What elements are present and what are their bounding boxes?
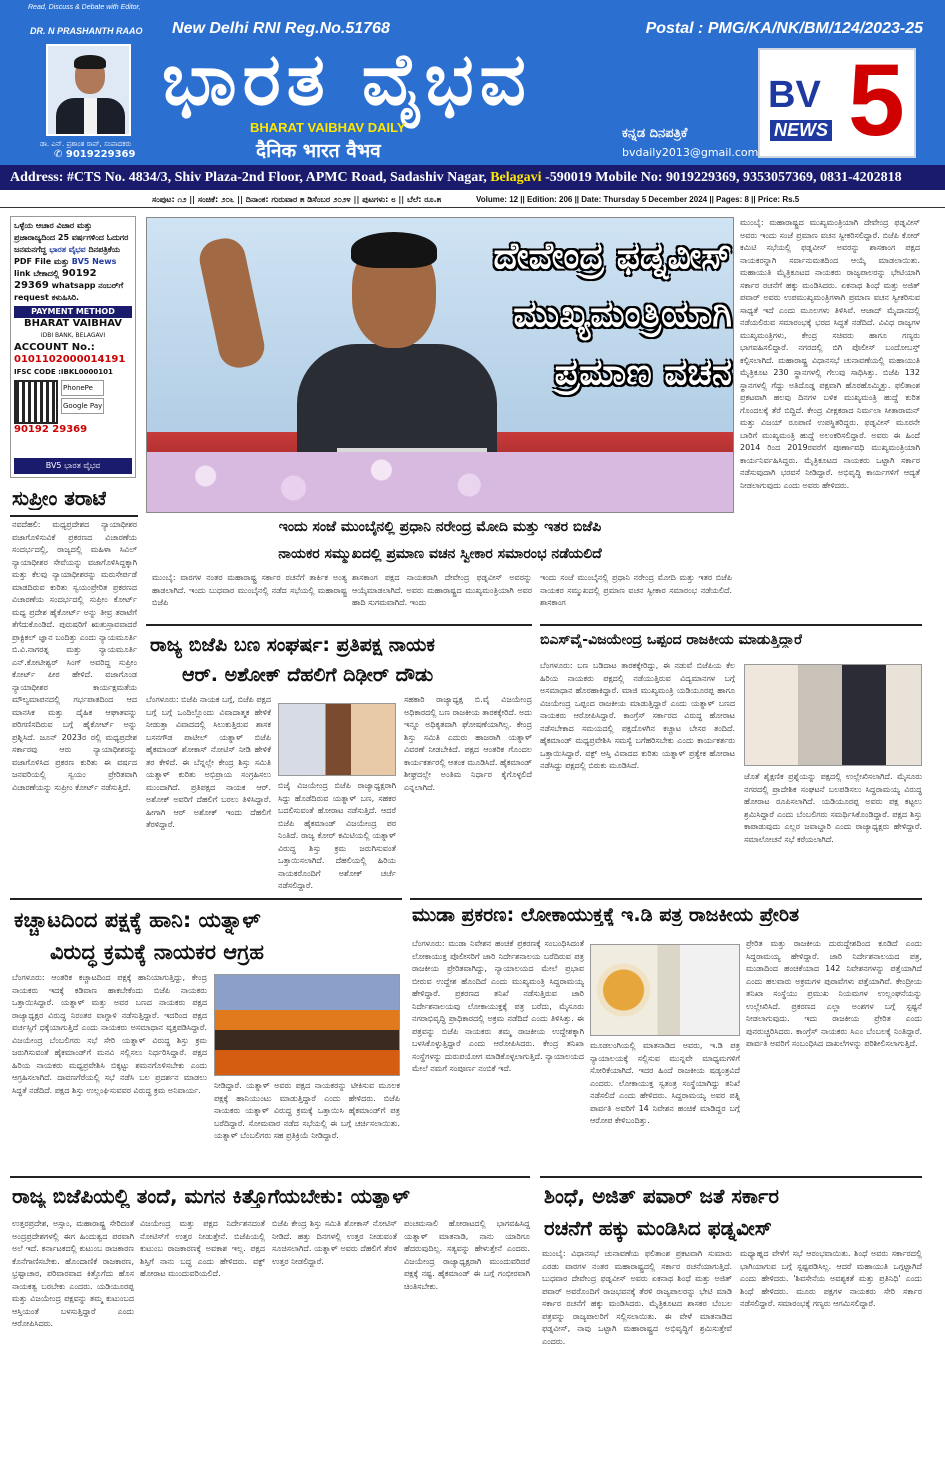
lead-caption: ಇಂದು ಸಂಜೆ ಮುಂಬೈನಲ್ಲಿ ಪ್ರಧಾನಿ ನರೇಂದ್ರ ಮೋದಿ ಮತ್ತು ಇತರ ಬಿಜೆಪಿ ನಾಯಕರ ಸಮ್ಮುಖದಲ್ಲಿ ಪ್ರಮಾಣ ವಚನ ಸ್ವೀಕಾರ ಸಮಾರಂಭ ನಡೆಯಲಿದೆ	[146, 514, 734, 570]
bjp-fight-headline: ರಾಜ್ಯ ಬಿಜೆಪಿ ಬಣ ಸಂಘರ್ಷ: ಪ್ರತಿಪಕ್ಷ ನಾಯಕ ಆರ್. ಅಶೋಕ್ ದೆಹಲಿಗೆ ದಿಢೀರ್ ದೌಡು	[150, 634, 435, 686]
address-bar: Address: #CTS No. 4834/3, Shiv Plaza-2nd Floor, APMC Road, Sadashiv Nagar, Belagavi -590019 Mobile No: 9019229369, 9353057369, 0831-4202818	[0, 165, 945, 190]
muda-photo	[590, 944, 740, 1036]
muda-body-1: ಬೆಂಗಳೂರು: ಮುಡಾ ನಿವೇಶನ ಹಂಚಿಕೆ ಪ್ರಕರಣಕ್ಕೆ ಸಂಬಂಧಿಸಿದಂತೆ ಲೋಕಾಯುಕ್ತ ಪೊಲೀಸರಿಗೆ ಜಾರಿ ನಿರ್ದೇಶನಾಲಯ ಬರೆದಿರುವ ಪತ್ರ ರಾಜಕೀಯ ಪ್ರೇರಿತವಾಗಿದ್ದು, ನ್ಯಾಯಾಲಯದ ಮೇಲೆ ಪ್ರಭಾವ ಬೀರುವ ಉದ್ದೇಶ ಹೊಂದಿದೆ ಎಂದು ಮುಖ್ಯಮಂತ್ರಿ ಸಿದ್ದರಾಮಯ್ಯ ಹೇಳಿದ್ದಾರೆ. ಪ್ರಕರಣದ ತನಿಖೆ ನಡೆಸುತ್ತಿರುವ ಜಾರಿ ನಿರ್ದೇಶನಾಲಯವು ಲೋಕಾಯುಕ್ತಕ್ಕೆ ಪತ್ರ ಬರೆದು, ಮೈಸೂರು ನಗರಾಭಿವೃದ್ಧಿ ಪ್ರಾಧಿಕಾರದಲ್ಲಿ ಅಕ್ರಮ ನಡೆದಿದೆ ಎಂದು ತಿಳಿಸಿತ್ತು. ಈ ಪತ್ರವನ್ನು ಬಿಜೆಪಿ ನಾಯಕರು ತಮ್ಮ ರಾಜಕೀಯ ಉದ್ದೇಶಕ್ಕಾಗಿ ಬಳಸಿಕೊಳ್ಳುತ್ತಿದ್ದಾರೆ ಎಂದು ಆರೋಪಿಸಿದರು. ಕೇಂದ್ರ ತನಿಖಾ ಸಂಸ್ಥೆಗಳನ್ನು ದುರುಪಯೋಗ ಮಾಡಿಕೊಳ್ಳಲಾಗುತ್ತಿದೆ. ನ್ಯಾಯಾಲಯದ ಮೇಲೆ ನಮಗೆ ಸಂಪೂರ್ಣ ನಂಬಿಕೆ ಇದೆ.	[412, 939, 584, 1073]
edition-meta	[0, 192, 945, 208]
payment-method-title: PAYMENT METHOD	[14, 306, 132, 318]
newspaper-subtitle: ಕನ್ನಡ ದಿನಪತ್ರಿಕೆ	[622, 126, 688, 141]
lead-body-3: ಇಂದು ಸಂಜೆ ಮುಂಬೈನಲ್ಲಿ ಪ್ರಧಾನಿ ನರೇಂದ್ರ ಮೋದಿ ಮತ್ತು ಇತರ ಬಿಜೆಪಿ ನಾಯಕರ ಸಮ್ಮುಖದಲ್ಲಿ ಪ್ರಮಾಣ ವಚನ ಸ್ವೀಕಾರ ಸಮಾರಂಭ ನಡೆಯಲಿದೆ. ಶಾಸಕಾಂಗ	[540, 573, 732, 607]
postal-number: Postal : PMG/KA/NK/BM/124/2023-25	[645, 20, 923, 37]
newspaper-title-hindi: दैनिक भारत वैभव	[256, 140, 381, 162]
father-son-body-1: ಉತ್ತರಪ್ರದೇಶ, ಅಸ್ಸಾಂ, ಮಹಾರಾಷ್ಟ್ರ ಸೇರಿದಂತೆ ಅಂದ್ರಪ್ರದೇಶಗಳಲ್ಲಿ ಈಗ ಹಿಂದುತ್ವದ ಪರವಾಗಿ ಅಲೆ ಇದೆ. ಕರ್ನಾಟಕದಲ್ಲಿ ಕುಟುಂಬ ರಾಜಕಾರಣ ಕೊನೆಗಾಣಿಸಬೇಕು. ಹೊಂದಾಣಿಕೆ ರಾಜಕಾರಣ, ಭ್ರಷ್ಟಾಚಾರ, ಪರಿವಾರವಾದ ಕಿತ್ತೊಗೆದು ಹೊಸ ನಾಯಕತ್ವ ಬರಬೇಕು ಎಂದರು. ಯಡಿಯೂರಪ್ಪ ಮತ್ತು ವಿಜಯೇಂದ್ರ ಪಕ್ಷವನ್ನು ತಮ್ಮ ಕುಟುಂಬದ ಆಸ್ತಿಯಂತೆ ಬಳಸುತ್ತಿದ್ದಾರೆ ಎಂದು ಆರೋಪಿಸಿದರು.	[12, 1219, 134, 1328]
supreme-headline: ಸುಪ್ರೀಂ ತರಾಟೆ	[12, 486, 107, 510]
ifsc-code: IFSC CODE :IBKL0000101	[14, 368, 113, 376]
ashok-photo	[278, 703, 396, 776]
father-son-body-4: ಪಂಚಮಸಾಲಿ ಹೋರಾಟದಲ್ಲಿ ಭಾಗವಹಿಸಿದ್ದ ಯತ್ನಾಳ್ ಮಾತನಾಡಿ, ನಾನು ಯಾರಿಗೂ ಹೆದರುವುದಿಲ್ಲ. ಸತ್ಯವನ್ನು ಹೇಳುತ್ತೇನೆ ಎಂದರು. ವಿಜಯೇಂದ್ರ ರಾಜ್ಯಾಧ್ಯಕ್ಷರಾಗಿ ಮುಂದುವರಿದರೆ ಪಕ್ಷಕ್ಕೆ ನಷ್ಟ. ಹೈಕಮಾಂಡ್ ಈ ಬಗ್ಗೆ ಗಂಭೀರವಾಗಿ ಚಿಂತಿಸಬೇಕು.	[404, 1219, 530, 1291]
muda-headline: ಮುಡಾ ಪ್ರಕರಣ: ಲೋಕಾಯುಕ್ತಕ್ಕೆ ಇ.ಡಿ ಪತ್ರ ರಾಜಕೀಯ ಪ್ರೇರಿತ	[412, 904, 800, 926]
editor-phone: ✆ 9019229369	[54, 149, 136, 160]
father-son-headline: ರಾಜ್ಯ ಬಿಜೆಪಿಯಲ್ಲಿ ತಂದೆ, ಮಗನ ಕಿತ್ತೊಗೆಯಬೇಕು: ಯತ್ನಾಳ್	[12, 1184, 410, 1208]
lead-body-2: ಶಾಸಕಾಂಗ ಪಕ್ಷದ ನಾಯಕರಾಗಿ ದೇವೇಂದ್ರ ಫಡ್ನವೀಸ್ ಅವರನ್ನು ಆಯ್ಕೆಮಾಡಲಾಗಿದೆ. ಅವರು ಮಹಾರಾಷ್ಟ್ರದ ಮುಖ್ಯಮಂತ್ರಿಯಾಗಿ ಅವರ ಹಾದಿ ಸುಗಮವಾಗಿದೆ. ಇಂದು	[352, 573, 532, 607]
subscription-promo: ಒಳ್ಳೆಯ ಆಚಾರ ವಿಚಾರ ಮತ್ತು ಪ್ರಜಾರಾಜ್ಯದಿಂದ 25 ವರ್ಷಗಳಿಂದ ಓದುಗರ ಜನಮನಗೆದ್ದ ಭಾರತ ವೈಭವ ದಿನಪತ್ರಿಕೆಯ PDF File ಮತ್ತು BV5 News link ಬೇಕಾದಲ್ಲಿ 90192 29369 whatsapp ನಂಬರ್‌ಗೆ request ಕಳುಹಿಸಿರಿ. PAYMENT METHOD BHARAT VAIBHAV IDBI BANK, BELAGAVI ACCOUNT No.: 0101102000014191 IFSC CODE :IBKL0000101 PhonePe Google Pay 90192 29369 BV5 ಭಾರತ ವೈಭವ	[10, 216, 136, 478]
bv5-news-logo: BV 5 NEWS	[758, 48, 916, 158]
bsy-body-2: ಜೊತೆ ಶೈಕ್ಷಣಿಕ ಪ್ರಶ್ನೆಯನ್ನು ಪಕ್ಷದಲ್ಲಿ ಉಲ್ಲೇಖಿಸಲಾಗಿದೆ. ಮೈಸೂರು ನಗರದಲ್ಲಿ ಪ್ರಾದೇಶಿಕ ಸಂಘಟನೆ ಬಲಪಡಿಸಲು ಸಿದ್ಧರಾಮಯ್ಯ ವಿರುದ್ಧ ಹೋರಾಟ ರೂಪಿಸಲಾಗಿದೆ. ಯಡಿಯೂರಪ್ಪ ಅವರು ಪಕ್ಷ ಕಟ್ಟಲು ಶ್ರಮಿಸಿದ್ದಾರೆ ಎಂದು ಬೆಂಬಲಿಗರು ಸಮರ್ಥಿಸಿಕೊಂಡಿದ್ದಾರೆ. ಪಕ್ಷದ ಶಿಸ್ತು ಕಾಪಾಡುವುದು ಎಲ್ಲರ ಜವಾಬ್ದಾರಿ ಎಂದು ರಾಜ್ಯಾಧ್ಯಕ್ಷರು ಹೇಳಿದ್ದಾರೆ. ಸಮಾಲೋಚನೆ ಸಭೆ ಕರೆಯಲಾಗಿದೆ.	[744, 772, 922, 844]
lead-headline: ದೇವೇಂದ್ರ ಫಡ್ನವೀಸ್ ಮುಖ್ಯಮಂತ್ರಿಯಾಗಿ ಪ್ರಮಾಣ ವಚನ	[493, 236, 732, 393]
editor-tagline: Read, Discuss & Debate with Editor,	[28, 4, 141, 11]
yatnal-body-2: ನೀಡಿದ್ದಾರೆ. ಯತ್ನಾಳ್ ಅವರು ಪಕ್ಷದ ನಾಯಕರನ್ನು ಟೀಕಿಸುವ ಮೂಲಕ ಪಕ್ಷಕ್ಕೆ ಹಾನಿಯುಂಟು ಮಾಡುತ್ತಿದ್ದಾರೆ ಎಂದು ಹೇಳಿದರು. ಬಿಜೆಪಿ ನಾಯಕರು ಯತ್ನಾಳ್ ವಿರುದ್ಧ ಕ್ರಮಕ್ಕೆ ಒತ್ತಾಯಿಸಿ ಹೈಕಮಾಂಡ್‌ಗೆ ಪತ್ರ ಬರೆದಿದ್ದಾರೆ. ಸೋಮವಾರ ನಡೆದ ಸಭೆಯಲ್ಲಿ ಈ ಬಗ್ಗೆ ಚರ್ಚಿಸಲಾಯಿತು. ಯತ್ನಾಳ್ ಬೆಂಬಲಿಗರು ಸಹ ಪ್ರತಿಕ್ರಿಯೆ ನೀಡಿದ್ದಾರೆ.	[214, 1081, 400, 1140]
payment-account-name: BHARAT VAIBHAV	[23, 318, 122, 329]
supreme-body: ನವದೆಹಲಿ: ಮಧ್ಯಪ್ರದೇಶದ ನ್ಯಾಯಾಧೀಶರ ವಜಾಗೊಳಿಸುವಿಕೆ ಪ್ರಕರಣದ ವಿಚಾರಣೆಯ ಸಂದರ್ಭದಲ್ಲಿ, ರಾಜ್ಯದಲ್ಲಿ ಮಹಿಳಾ ಸಿವಿಲ್ ನ್ಯಾಯಾಧೀಶರ ಸೇವೆಯನ್ನು ವಜಾಗೊಳಿಸಿದ್ದಕ್ಕಾಗಿ ಮತ್ತು ಕೆಲವು ನ್ಯಾಯಾಧೀಶರನ್ನು ಮರುಸೇರ್ಪಡೆ ಮಾಡದಿರುವ ಕುರಿತು ಸ್ವಯಂಪ್ರೇರಿತ ಪ್ರಕರಣದ ವಿಚಾರಣೆಯ ಸಂದರ್ಭದಲ್ಲಿ ಸುಪ್ರೀಂ ಕೋರ್ಟ್ ಮಧ್ಯ ಪ್ರದೇಶ ಹೈಕೋರ್ಟ್ ಅನ್ನು ತೀವ್ರ ತರಾಟೆಗೆ ತೆಗೆದುಕೊಂಡಿದೆ. ಪುರುಷರಿಗೆ ಋತುಸ್ರಾವವಾದರೆ ಪ್ರಾಕ್ಟಿಕಲ್ ಜ್ಞಾನ ಬಂದಿತ್ತು ಎಂದು ನ್ಯಾಯಮೂರ್ತಿ ಬಿ.ವಿ.ನಾಗರತ್ನ ಮತ್ತು ನ್ಯಾಯಮೂರ್ತಿ ಎನ್.ಕೋಟೀಶ್ವರ್ ಸಿಂಗ್ ಅವರಿದ್ದ ಸುಪ್ರೀಂ ಕೋರ್ಟ್ ಪೀಠ ಹೇಳಿದೆ. ವಜಾಗೊಂಡ ನ್ಯಾಯಾಧೀಶರ ಕಾರ್ಯಕ್ಷಮತೆಯ ಮೌಲ್ಯಮಾಪನದಲ್ಲಿ ಗರ್ಭಪಾತದಿಂದ ಆದ ಮಾನಸಿಕ ಮತ್ತು ದೈಹಿಕ ಆಘಾತವನ್ನು ಪರಿಗಣಿಸದಿರುವ ಬಗ್ಗೆ ಹೈಕೋರ್ಟ್ ಅನ್ನು ಪ್ರಶ್ನಿಸಿದೆ. ಜೂನ್ 2023ರ ರಲ್ಲಿ ಮಧ್ಯಪ್ರದೇಶ ಸರ್ಕಾರವು ಆರು ನ್ಯಾಯಾಧೀಶರನ್ನು ವಜಾಗೊಳಿಸಿದ ಪ್ರಕರಣ ಕುರಿತು ಈ ವರ್ಷದ ಜನವರಿಯಲ್ಲಿ ಸ್ವಯಂ ಪ್ರೇರಿತವಾಗಿ ವಿಚಾರಣೆಯನ್ನು ಸುಪ್ರೀಂ ಕೋರ್ಟ್ ನಡೆಸುತ್ತಿದೆ.	[12, 520, 137, 792]
bsy-photo	[744, 664, 922, 766]
yatnal-body-1: ಬೆಂಗಳೂರು: ಆಂತರಿಕ ಕಚ್ಚಾಟದಿಂದ ಪಕ್ಷಕ್ಕೆ ಹಾನಿಯಾಗುತ್ತಿದ್ದು, ಕೇಂದ್ರ ನಾಯಕರು ಇದಕ್ಕೆ ಕಡಿವಾಣ ಹಾಕಬೇಕೆಂದು ಬಿಜೆಪಿ ನಾಯಕರು ಒತ್ತಾಯಿಸಿದ್ದಾರೆ. ಯತ್ನಾಳ್ ಮತ್ತು ಅವರ ಬಣದ ನಾಯಕರು ಪಕ್ಷದ ರಾಜ್ಯಾಧ್ಯಕ್ಷರ ವಿರುದ್ಧ ನಿರಂತರ ವಾಗ್ದಾಳಿ ನಡೆಸುತ್ತಿದ್ದಾರೆ. ಇದರಿಂದ ಪಕ್ಷದ ವರ್ಚಸ್ಸಿಗೆ ಧಕ್ಕೆಯಾಗುತ್ತಿದೆ ಎಂದು ನಾಯಕರು ಅಸಮಾಧಾನ ವ್ಯಕ್ತಪಡಿಸಿದ್ದಾರೆ. ವಿಜಯೇಂದ್ರ ಬೆಂಬಲಿಗರು ಸಭೆ ಸೇರಿ ಯತ್ನಾಳ್ ವಿರುದ್ಧ ಶಿಸ್ತು ಕ್ರಮ ಜರುಗಿಸುವಂತೆ ಹೈಕಮಾಂಡ್‌ಗೆ ಮನವಿ ಸಲ್ಲಿಸಲು ನಿರ್ಧರಿಸಿದ್ದಾರೆ. ಪಕ್ಷದ ಹಿರಿಯ ನಾಯಕರು ಮಧ್ಯಪ್ರವೇಶಿಸಿ ಬಿಕ್ಕಟ್ಟು ಶಮನಗೊಳಿಸಬೇಕು ಎಂದು ಆಗ್ರಹಿಸಲಾಗಿದೆ. ದಾವಣಗೆರೆಯಲ್ಲಿ ಸಭೆ ನಡೆಸಿ ಬಲ ಪ್ರದರ್ಶನ ಮಾಡಲು ಸಿದ್ಧತೆ ನಡೆದಿದೆ. ಪಕ್ಷದ ಶಿಸ್ತು ಉಲ್ಲಂಘಿಸುವವರ ವಿರುದ್ಧ ಕ್ರಮ ಅನಿವಾರ್ಯ.	[12, 973, 207, 1095]
newspaper-title: ಭಾರತ ವೈಭವ	[162, 36, 532, 121]
payment-bank: IDBI BANK, BELAGAVI	[40, 332, 106, 339]
muda-body-2: ಮೂಡಲಂಗಿಯಲ್ಲಿ ಮಾತನಾಡಿದ ಅವರು, ಇ.ಡಿ ಪತ್ರ ನ್ಯಾಯಾಲಯಕ್ಕೆ ಸಲ್ಲಿಸುವ ಮುನ್ನವೇ ಮಾಧ್ಯಮಗಳಿಗೆ ಸೋರಿಕೆಯಾಗಿದೆ. ಇದರ ಹಿಂದೆ ರಾಜಕೀಯ ಷಡ್ಯಂತ್ರವಿದೆ ಎಂದರು. ಲೋಕಾಯುಕ್ತ ಸ್ವತಂತ್ರ ಸಂಸ್ಥೆಯಾಗಿದ್ದು ತನಿಖೆ ನಡೆಸಲಿದೆ ಎಂದು ಹೇಳಿದರು. ಸಿದ್ದರಾಮಯ್ಯ ಅವರ ಪತ್ನಿ ಪಾರ್ವತಿ ಅವರಿಗೆ 14 ನಿವೇಶನ ಹಂಚಿಕೆ ಮಾಡಿದ್ದರ ಬಗ್ಗೆ ಆರೋಪ ಕೇಳಿಬಂದಿತ್ತು.	[590, 1041, 740, 1125]
editor-name-kannada: ಡಾ. ಎನ್. ಪ್ರಶಾಂತ ರಾವ್, ಸಂಪಾದಕರು	[40, 140, 132, 148]
editor-photo	[46, 44, 131, 136]
shinde-headline: ಶಿಂಧೆ, ಅಜಿತ್ ಪವಾರ್ ಜತೆ ಸರ್ಕಾರ ರಚನೆಗೆ ಹಕ್ಕು ಮಂಡಿಸಿದ ಫಡ್ನವೀಸ್	[544, 1184, 779, 1240]
lead-body-1: ಮುಂಬೈ: ವಾರಗಳ ನಂತರ ಮಹಾರಾಷ್ಟ್ರ ಸರ್ಕಾರ ರಚನೆಗೆ ತಾರ್ಕಿಕ ಅಂತ್ಯ ಹಾಡಲಾಗಿದೆ. ಇಂದು ಬುಧವಾರ ಮುಂಬೈನಲ್ಲಿ ನಡೆದ ಸಭೆಯಲ್ಲಿ ಮಹಾರಾಷ್ಟ್ರ ಬಿಜೆಪಿ	[152, 573, 347, 607]
contact-email: bvdaily2013@gmail.com	[622, 146, 759, 159]
bjp-fight-body-3: ಸಹಕಾರಿ ರಾಜ್ಯಾಧ್ಯಕ್ಷ ಬಿ.ವೈ ವಿಜಯೇಂದ್ರ ಅಧಿಕಾರದಲ್ಲಿ ಬಣ ರಾಜಕೀಯ ತಾರಕಕ್ಕೇರಿದೆ. ಅದು ಇನ್ನೂ ಅಧಿಕೃತವಾಗಿ ಘೋಷಣೆಯಾಗಿಲ್ಲ. ಕೇಂದ್ರ ಶಿಸ್ತು ಸಮಿತಿ ಎದುರು ಹಾಜರಾಗಿ ಯತ್ನಾಳ್ ವಿವರಣೆ ನೀಡಬೇಕಿದೆ. ಪಕ್ಷದ ಆಂತರಿಕ ಗೊಂದಲ ಕಾರ್ಯಕರ್ತರಲ್ಲಿ ಆತಂಕ ಮೂಡಿಸಿದೆ. ಹೈಕಮಾಂಡ್ ಶೀಘ್ರದಲ್ಲೇ ಅಂತಿಮ ನಿರ್ಧಾರ ಕೈಗೊಳ್ಳಲಿದೆ ಎನ್ನಲಾಗಿದೆ.	[404, 695, 532, 792]
account-label: ACCOUNT No.:	[14, 342, 95, 353]
bjp-fight-body-1: ಬೆಂಗಳೂರು: ಬಿಜೆಪಿ ನಾಯಕ ಬಗ್ಗೆ, ಬಿಜೆಪಿ ಪಕ್ಷದ ಬಗ್ಗೆ ಬಗ್ಗೆ ಒಂದಿಲ್ಲೊಂದು ವಿವಾದಾತ್ಮಕ ಹೇಳಿಕೆ ನೀಡುತ್ತಾ ವಿವಾದದಲ್ಲಿ ಸಿಲುಕುತ್ತಿರುವ ಶಾಸಕ ಬಸನಗೌಡ ಪಾಟೀಲ್ ಯತ್ನಾಳ್ ಬಿಜೆಪಿ ಹೈಕಮಾಂಡ್ ಶೋಕಾಸ್ ನೋಟಿಸ್ ನೀಡಿ ಹೇಳಿಕೆ ತರ ಕೇಳಿದೆ. ಈ ಬೆನ್ನಲ್ಲೇ ಕೇಂದ್ರ ಶಿಸ್ತು ಸಮಿತಿ ಯತ್ನಾಳ್ ಕುರಿತು ಅಭಿಪ್ರಾಯ ಸಂಗ್ರಹಿಸಲು ಮುಂದಾಗಿದೆ. ಪ್ರತಿಪಕ್ಷದ ನಾಯಕ ಆರ್. ಅಶೋಕ್ ಅವರಿಗೆ ದೆಹಲಿಗೆ ಬರಲು ತಿಳಿಸಿದ್ದಾರೆ. ಹೀಗಾಗಿ ಆರ್ ಅಶೋಕ್ ಇಂದು ದೆಹಲಿಗೆ ತೆರಳಿದ್ದಾರೆ.	[146, 695, 271, 829]
editor-name: DR. N PRASHANTH RAAO	[30, 26, 143, 36]
masthead	[0, 0, 945, 165]
bjp-fight-body-2: ಬಿಜೈ ವಿಜಯೇಂದ್ರ ಬಿಜೆಪಿ ರಾಜ್ಯಾಧ್ಯಕ್ಷರಾಗಿ ಸಿದ್ದು ಹೊಡೆದಿರುವ ಯತ್ನಾಳ್ ಬಣ, ಸಹಕರ ಬದಲಿಸುವಂತೆ ಹೋರಾಟ ನಡೆಸುತ್ತಿದೆ. ಆದರೆ ಬಿಜೆಪಿ ಹೈಕಮಾಂಡ್ ವಿಜಯೇಂದ್ರ ಪರ ನಿಂತಿದೆ. ರಾಜ್ಯ ಕೋರ್ ಕಮಿಟಿಯಲ್ಲಿ ಯತ್ನಾಳ್ ವಿರುದ್ಧ ಶಿಸ್ತು ಕ್ರಮ ಜರುಗಿಸುವಂತೆ ಒತ್ತಾಯಿಸಲಾಗಿದೆ. ದೆಹಲಿಯಲ್ಲಿ ಹಿರಿಯ ನಾಯಕರೊಂದಿಗೆ ಅಶೋಕ್ ಚರ್ಚೆ ನಡೆಸಲಿದ್ದಾರೆ.	[278, 781, 396, 890]
shinde-body-1: ಮುಂಬೈ: ವಿಧಾನಸಭೆ ಚುನಾವಣೆಯ ಫಲಿತಾಂಶ ಪ್ರಕಟವಾಗಿ ಸುಮಾರು ಎರಡು ವಾರಗಳ ನಂತರ ಮಹಾರಾಷ್ಟ್ರದಲ್ಲಿ ಸರ್ಕಾರ ರಚನೆಯಾಗುತ್ತಿದೆ. ಬುಧವಾರ ದೇವೇಂದ್ರ ಫಡ್ನವೀಸ್ ಅವರು ಏಕನಾಥ ಶಿಂಧೆ ಮತ್ತು ಅಜಿತ್ ಪವಾರ್ ಅವರೊಂದಿಗೆ ರಾಜಭವನಕ್ಕೆ ತೆರಳಿ ರಾಜ್ಯಪಾಲರನ್ನು ಭೇಟಿ ಮಾಡಿ ಸರ್ಕಾರ ರಚನೆಗೆ ಹಕ್ಕು ಮಂಡಿಸಿದರು. ಮೈತ್ರಿಕೂಟದ ಶಾಸಕರ ಬೆಂಬಲ ಪತ್ರವನ್ನು ರಾಜ್ಯಪಾಲರಿಗೆ ಸಲ್ಲಿಸಲಾಯಿತು. ಈ ವೇಳೆ ಮಾತನಾಡಿದ ಫಡ್ನವೀಸ್, ನಾವು ಒಟ್ಟಾಗಿ ಮಹಾರಾಷ್ಟ್ರದ ಅಭಿವೃದ್ಧಿಗೆ ಶ್ರಮಿಸುತ್ತೇವೆ ಎಂದರು.	[542, 1249, 732, 1346]
bsy-headline: ಬಿಎಸ್‌ವೈ-ವಿಜಯೇಂದ್ರ ಒಪ್ಪಂದ ರಾಜಕೀಯ ಮಾಡುತ್ತಿದ್ದಾರೆ	[540, 632, 803, 648]
edition-meta-english: Volume: 12 || Edition: 206 || Date: Thursday 5 December 2024 || Pages: 8 || Price: Rs.5	[476, 195, 800, 204]
payment-phone: 90192 29369	[14, 424, 88, 435]
bsy-body-1: ಬೆಂಗಳೂರು: ಬಣ ಬಡಿದಾಟ ತಾರಕಕ್ಕೇರಿದ್ದು, ಈ ನಡುವೆ ಬಿಜೆಪಿಯ ಕೆಲ ಹಿರಿಯ ನಾಯಕರು ಪಕ್ಷದಲ್ಲಿ ನಡೆಯುತ್ತಿರುವ ವಿದ್ಯಮಾನಗಳ ಬಗ್ಗೆ ಅಸಮಾಧಾನ ಹೊರಹಾಕಿದ್ದಾರೆ. ಮಾಜಿ ಮುಖ್ಯಮಂತ್ರಿ ಯಡಿಯೂರಪ್ಪ ಹಾಗೂ ವಿಜಯೇಂದ್ರ ಒಪ್ಪಂದ ರಾಜಕೀಯ ಮಾಡುತ್ತಿದ್ದಾರೆ ಎಂದು ಯತ್ನಾಳ್ ಬಣದ ನಾಯಕರು ಆರೋಪಿಸಿದ್ದಾರೆ. ಕಾಂಗ್ರೆಸ್ ಸರ್ಕಾರದ ವಿರುದ್ಧ ಹೋರಾಟ ನಡೆಸಬೇಕಾದ ಸಮಯದಲ್ಲಿ ಪಕ್ಷದೊಳಗಿನ ಕಚ್ಚಾಟ ಬೇಸರ ತಂದಿದೆ. ಹೈಕಮಾಂಡ್ ಮಧ್ಯಪ್ರವೇಶಿಸಿ ಸಮಸ್ಯೆ ಬಗೆಹರಿಸಬೇಕು ಎಂದು ಕಾರ್ಯಕರ್ತರು ಒತ್ತಾಯಿಸಿದ್ದಾರೆ. ವಕ್ಫ್ ಆಸ್ತಿ ವಿವಾದದ ಕುರಿತು ಯತ್ನಾಳ್ ಪ್ರತ್ಯೇಕ ಹೋರಾಟ ನಡೆಸಿದ್ದು ಪಕ್ಷದಲ್ಲಿ ಬಿರುಕು ಮೂಡಿಸಿದೆ.	[540, 661, 735, 770]
father-son-body-2: ವಿಜಯೇಂದ್ರ ಮತ್ತು ಪಕ್ಷದ ನಿರ್ದೇಶನದಂತೆ ನೋಟಿಸ್‌ಗೆ ಉತ್ತರ ನೀಡುತ್ತೇನೆ. ಬಿಜೆಪಿಯಲ್ಲಿ ಕುಟುಂಬ ರಾಜಕಾರಣಕ್ಕೆ ಅವಕಾಶ ಇಲ್ಲ. ಪಕ್ಷದ ಶಿಸ್ತಿಗೆ ನಾನು ಬದ್ಧ ಎಂದು ಹೇಳಿದರು. ವಕ್ಫ್ ಹೋರಾಟ ಮುಂದುವರಿಯಲಿದೆ.	[140, 1219, 265, 1278]
promo-footer-logo: BV5 ಭಾರತ ವೈಭವ	[14, 458, 132, 474]
qr-code	[14, 380, 58, 424]
edition-meta-kannada: ಸಂಪುಟ: ೧೨ || ಸಂಚಿಕೆ: ೨೦೬ || ದಿನಾಂಕ: ಗುರುವಾರ ೫ ಡಿಸೆಂಬರ ೨೦೨೪ || ಪುಟಗಳು: ೮ || ಬೆಲೆ: ರೂ.೫	[152, 195, 442, 204]
phonepe-icon: PhonePe	[61, 380, 104, 396]
father-son-body-3: ಬಿಜೆಪಿ ಕೇಂದ್ರ ಶಿಸ್ತು ಸಮಿತಿ ಶೋಕಾಸ್ ನೋಟಿಸ್ ನೀಡಿದೆ. ಹತ್ತು ದಿನಗಳಲ್ಲಿ ಉತ್ತರ ನೀಡುವಂತೆ ಸೂಚಿಸಲಾಗಿದೆ. ಯತ್ನಾಳ್ ಅವರು ದೆಹಲಿಗೆ ತೆರಳಿ ಉತ್ತರ ನೀಡಲಿದ್ದಾರೆ.	[272, 1219, 397, 1266]
account-number: 0101102000014191	[14, 354, 126, 365]
yatnal-headline: ಕಚ್ಚಾಟದಿಂದ ಪಕ್ಷಕ್ಕೆ ಹಾನಿ: ಯತ್ನಾಳ್ ವಿರುದ್ಧ ಕ್ರಮಕ್ಕೆ ನಾಯಕರ ಆಗ್ರಹ	[14, 908, 264, 964]
promo-phone: 90192 29369	[14, 268, 97, 291]
newspaper-title-english: BHARAT VAIBHAV DAILY	[250, 120, 406, 135]
google-pay-icon: Google Pay	[61, 398, 104, 414]
muda-body-3: ಪ್ರೇರಿತ ಮತ್ತು ರಾಜಕೀಯ ದುರುದ್ದೇಶದಿಂದ ಕೂಡಿದೆ ಎಂದು ಸಿದ್ದರಾಮಯ್ಯ ಹೇಳಿದ್ದಾರೆ. ಜಾರಿ ನಿರ್ದೇಶನಾಲಯದ ಪತ್ರ, ಮುಡಾದಿಂದ ಹಂಚಿಕೆಯಾದ 142 ನಿವೇಶನಗಳನ್ನು ಪತ್ತೆಯಾಗಿದೆ ಎಂದು ಹಲವಾರು ಅಕ್ರಮಗಳ ಪುರಾವೆಗಳು ಪತ್ತೆಯಾಗಿವೆ. ಕೇಂದ್ರೀಯ ತನಿಖಾ ಸಂಸ್ಥೆಯು ಪ್ರಮುಖ ನಿಯಮಗಳ ಉಲ್ಲಂಘನೆಯನ್ನು ಉಲ್ಲೇಖಿಸಿದೆ. ಪ್ರಕರಣದ ಎಲ್ಲಾ ಅಂಶಗಳ ಬಗ್ಗೆ ಸ್ಪಷ್ಟನೆ ನೀಡಲಾಗುವುದು. ಇದು ರಾಜಕೀಯ ಪ್ರೇರಿತ ಎಂದು ಪುನರುಚ್ಚರಿಸಿದರು. ಕಾಂಗ್ರೆಸ್ ನಾಯಕರು ಸಿಎಂ ಬೆಂಬಲಕ್ಕೆ ನಿಂತಿದ್ದಾರೆ. ಪಾರ್ವತಿ ಅವರಿಗೆ ಸಂಬಂಧಿಸಿದ ದಾಖಲೆಗಳನ್ನು ಪರಿಶೀಲಿಸಲಾಗುತ್ತಿದೆ.	[746, 939, 922, 1048]
rni-number: New Delhi RNI Reg.No.51768	[172, 20, 390, 37]
yatnal-photo	[214, 974, 400, 1076]
shinde-body-2: ಮಧ್ಯಾಹ್ನದ ವೇಳೆಗೆ ಸಭೆ ಆರಂಭವಾಯಿತು. ಶಿಂಧೆ ಅವರು ಸರ್ಕಾರದಲ್ಲಿ ಭಾಗಿಯಾಗುವ ಬಗ್ಗೆ ಸ್ಪಷ್ಟಪಡಿಸಿಲ್ಲ. ಆದರೆ ಮಹಾಯುತಿ ಒಗ್ಗಟ್ಟಾಗಿದೆ ಎಂದು ಹೇಳಿದರು. 'ಶಿವಸೇನೆಯ ಅವಶ್ಯಕತೆ ಮತ್ತು ಪ್ರತಿನಿಧಿ' ಎಂದು ಶಿಂಧೆ ಹೇಳಿದರು. ಮೂರು ಪಕ್ಷಗಳ ನಾಯಕರು ಸೇರಿ ಸರ್ಕಾರ ನಡೆಸಲಿದ್ದಾರೆ. ಸಮಾರಂಭಕ್ಕೆ ಗಣ್ಯರು ಆಗಮಿಸಲಿದ್ದಾರೆ.	[740, 1249, 922, 1308]
lead-body-right: ಮುಂಬೈ: ಮಹಾರಾಷ್ಟ್ರದ ಮುಖ್ಯಮಂತ್ರಿಯಾಗಿ ದೇವೇಂದ್ರ ಫಡ್ನವೀಸ್ ಅವರು ಇಂದು ಸಂಜೆ ಪ್ರಮಾಣ ವಚನ ಸ್ವೀಕರಿಸಲಿದ್ದಾರೆ. ಬಿಜೆಪಿ ಕೋರ್ ಕಮಿಟಿ ಸಭೆಯಲ್ಲಿ ಫಡ್ನವೀಸ್ ಅವರನ್ನು ಶಾಸಕಾಂಗ ಪಕ್ಷದ ನಾಯಕರನ್ನಾಗಿ ಸರ್ವಾನುಮತದಿಂದ ಆಯ್ಕೆ ಮಾಡಲಾಯಿತು. ಮಹಾಯುತಿ ಮೈತ್ರಿಕೂಟದ ನಾಯಕರು ರಾಜ್ಯಪಾಲರನ್ನು ಭೇಟಿಯಾಗಿ ಸರ್ಕಾರ ರಚನೆಗೆ ಹಕ್ಕು ಮಂಡಿಸಿದರು. ಏಕನಾಥ ಶಿಂಧೆ ಮತ್ತು ಅಜಿತ್ ಪವಾರ್ ಅವರು ಉಪಮುಖ್ಯಮಂತ್ರಿಗಳಾಗಿ ಪ್ರಮಾಣ ವಚನ ಸ್ವೀಕರಿಸುವ ಸಾಧ್ಯತೆ ಇದೆ ಎಂದು ಮೂಲಗಳು ತಿಳಿಸಿವೆ. ಆಜಾದ್ ಮೈದಾನದಲ್ಲಿ ನಡೆಯಲಿರುವ ಸಮಾರಂಭಕ್ಕೆ ಭರದ ಸಿದ್ಧತೆ ನಡೆದಿದೆ. ವಿವಿಧ ರಾಜ್ಯಗಳ ಮುಖ್ಯಮಂತ್ರಿಗಳು, ಕೇಂದ್ರ ಸಚಿವರು ಹಾಗೂ ಗಣ್ಯರು ಭಾಗವಹಿಸಲಿದ್ದಾರೆ. ನಗರದಲ್ಲಿ ಬಿಗಿ ಪೊಲೀಸ್ ಬಂದೋಬಸ್ತ್ ಕಲ್ಪಿಸಲಾಗಿದೆ. ಮಹಾರಾಷ್ಟ್ರ ವಿಧಾನಸಭೆ ಚುನಾವಣೆಯಲ್ಲಿ ಮಹಾಯುತಿ ಮೈತ್ರಿಕೂಟ 230 ಸ್ಥಾನಗಳಲ್ಲಿ ಗೆಲುವು ಸಾಧಿಸಿತ್ತು. ಬಿಜೆಪಿ 132 ಸ್ಥಾನಗಳಲ್ಲಿ ಗೆದ್ದು ಅತಿದೊಡ್ಡ ಪಕ್ಷವಾಗಿ ಹೊರಹೊಮ್ಮಿತ್ತು. ಫಲಿತಾಂಶ ಪ್ರಕಟವಾಗಿ ಹಲವು ದಿನಗಳ ಬಳಿಕ ಮುಖ್ಯಮಂತ್ರಿ ಹುದ್ದೆ ಕುರಿತ ಗೊಂದಲಕ್ಕೆ ತೆರೆ ಬಿದ್ದಿದೆ. ಕೇಂದ್ರ ವೀಕ್ಷಕರಾದ ನಿರ್ಮಲಾ ಸೀತಾರಾಮನ್ ಮತ್ತು ವಿಜಯ್ ರೂಪಾಣಿ ಉಪಸ್ಥಿತರಿದ್ದರು. ಫಡ್ನವೀಸ್ ಮೂರನೇ ಬಾರಿಗೆ ಮುಖ್ಯಮಂತ್ರಿ ಹುದ್ದೆ ಅಲಂಕರಿಸಲಿದ್ದಾರೆ. ಅವರು ಈ ಹಿಂದೆ 2014 ರಿಂದ 2019ರವರೆಗೆ ಪೂರ್ಣಾವಧಿ ಮುಖ್ಯಮಂತ್ರಿಯಾಗಿ ಕಾರ್ಯನಿರ್ವಹಿಸಿದ್ದರು. ಮೈತ್ರಿಕೂಟದ ನಾಯಕರು ಒಟ್ಟಾಗಿ ಸರ್ಕಾರ ನಡೆಸುವುದಾಗಿ ಭರವಸೆ ನೀಡಿದ್ದಾರೆ. ಅಭಿವೃದ್ಧಿ ಕಾರ್ಯಗಳಿಗೆ ಆದ್ಯತೆ ನೀಡಲಾಗುವುದು ಎಂದು ಅವರು ಹೇಳಿದರು.	[740, 218, 920, 490]
